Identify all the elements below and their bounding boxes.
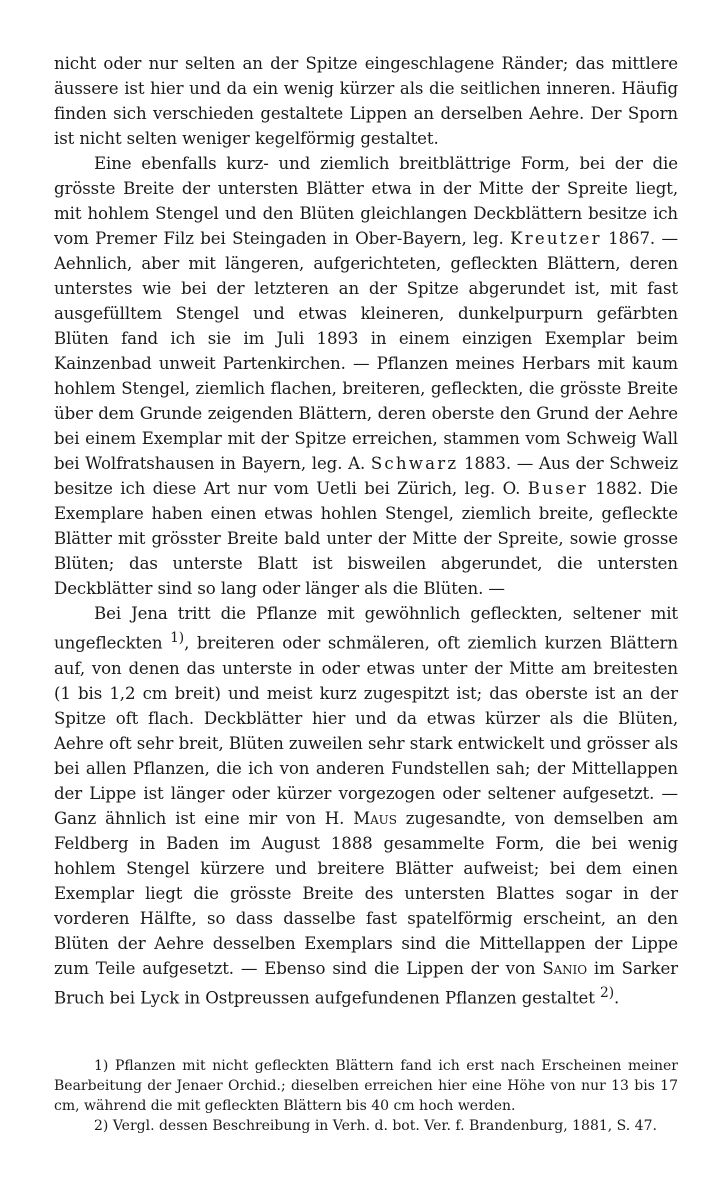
footnote-2 — [54, 1116, 678, 1136]
paragraph-1-text: nicht oder nur selten an der Spitze eingeschlagene Ränder; das mittlere äussere ist hier und da ein wenig kürzer als die seitlichen inneren. Häufig finden sich verschieden gestaltete Lippen an derselben Aehre. Der Sporn ist nicht selten weniger kegelförmig gestaltet. — [54, 54, 678, 148]
collector-name-buser: Buser — [527, 479, 588, 498]
paragraph-3 — [54, 601, 678, 1010]
footnote-reference-1: 1) — [170, 630, 185, 646]
paragraph-3-part-d: im Sarker Bruch bei Lyck in Ostpreussen aufgefundenen Pflanzen gestaltet — [54, 958, 679, 1008]
paragraph-3-part-c: zugesandte, von demselben am Feldberg in Baden im August 1888 gesammelte Form, die bei wenig hohlem Stengel kürzere und breitere Blätter aufweist; bei dem einen Exemplar liegt die grösste Breite des untersten Blattes sogar in der vorderen Hälfte, so dass dasselbe fast spatelförmig erscheint, an den Blüten der Aehre desselben Exemplars sind die Mittellappen der Lippe zum Teile aufgesetzt. — Ebenso sind die Lippen der von — [54, 808, 678, 978]
paragraph-2 — [54, 151, 678, 601]
footnote-reference-2: 2) — [600, 984, 615, 1001]
footnote-1 — [54, 1056, 678, 1116]
paragraph-3-part-e: . — [614, 988, 620, 1008]
footnote-2-text: Vergl. dessen Beschreibung in Verh. d. bot. Ver. f. Brandenburg, 1881, S. 47. — [112, 1118, 657, 1134]
paragraph-2-part-c: 1883. — Aus der Schweiz besitze ich diese Art nur vom Uetli bei Zürich, leg. O. — [54, 454, 678, 498]
paragraph-2-part-d: 1882. Die Exemplare haben einen etwas hohlen Stengel, ziemlich breite, gefleckte Blätter mit grösster Breite bald unter der Mitte der Spreite, sowie grosse Blüten; das unterste Blatt ist bisweilen abgerundet, die untersten Deckblätter sind so lang oder länger als die Blüten. — — [54, 479, 678, 598]
collector-name-schwarz: Schwarz — [370, 454, 459, 473]
paragraph-2-part-a: Eine ebenfalls kurz- und ziemlich breitblättrige Form, bei der die grösste Breite der untersten Blätter etwa in der Mitte der Spreite liegt, mit hohlem Stengel und den Blüten gleichlangen Deckblättern besitze ich vom Premer Filz bei Steingaden in Ober-Bayern, leg. — [54, 154, 678, 248]
main-text — [54, 51, 678, 1010]
paragraph-2-part-b: 1867. — Aehnlich, aber mit längeren, aufgerichteten, gefleckten Blättern, deren unterstes wie bei der letzteren an der Spitze abgerundet ist, mit fast ausgefülltem Stengel und etwas kleineren, dunkelpurpurn gefärbten Blüten fand ich sie im Juli 1893 in einem einzigen Exemplar beim Kainzenbad unweit Partenkirchen. — Pflanzen meines Herbars mit kaum hohlem Stengel, ziemlich flachen, breiteren, gefleckten, die grösste Breite über dem Grunde zeigenden Blättern, deren oberste den Grund der Aehre bei einem Exemplar mit der Spitze erreichen, stammen vom Schweig Wall bei Wolfratshausen in Bayern, leg. A. — [54, 229, 678, 473]
collector-name-kreutzer: Kreutzer — [510, 229, 602, 248]
paragraph-3-part-b: , breiteren oder schmäleren, oft ziemlich kurzen Blättern auf, von denen das unterste in oder etwas unter der Mitte am breitesten (1 bis 1,2 cm breit) und meist kurz zugespitzt ist; das oberste ist an der Spitze oft flach. Deckblätter hier und da etwas kürzer als die Blüten, Aehre oft sehr breit, Blüten zuweilen sehr stark entwickelt und grösser als bei allen Pflanzen, die ich von anderen Fundstellen sah; der Mittellappen der Lippe ist länger oder kürzer vorgezogen oder seltener aufgesetzt. — Ganz ähnlich ist eine mir von H. — [54, 633, 678, 828]
footnote-1-marker: 1) — [94, 1058, 109, 1074]
footnotes — [54, 1056, 678, 1136]
paragraph-1 — [54, 51, 678, 151]
paragraph-3-part-a: Bei Jena tritt die Pflanze mit gewöhnlich gefleckten, seltener mit ungefleckten — [54, 604, 678, 653]
footnote-1-text: Pflanzen mit nicht gefleckten Blättern fand ich erst nach Erscheinen meiner Bearbeitung der Jenaer Orchid.; dieselben erreichen hier eine Höhe von nur 13 bis 17 cm, während die mit gefleckten Blättern bis 40 cm hoch werden. — [54, 1058, 679, 1114]
person-name-sanio: Sanio — [542, 958, 587, 978]
person-name-maus: Maus — [353, 808, 397, 828]
footnote-2-marker: 2) — [94, 1118, 109, 1134]
